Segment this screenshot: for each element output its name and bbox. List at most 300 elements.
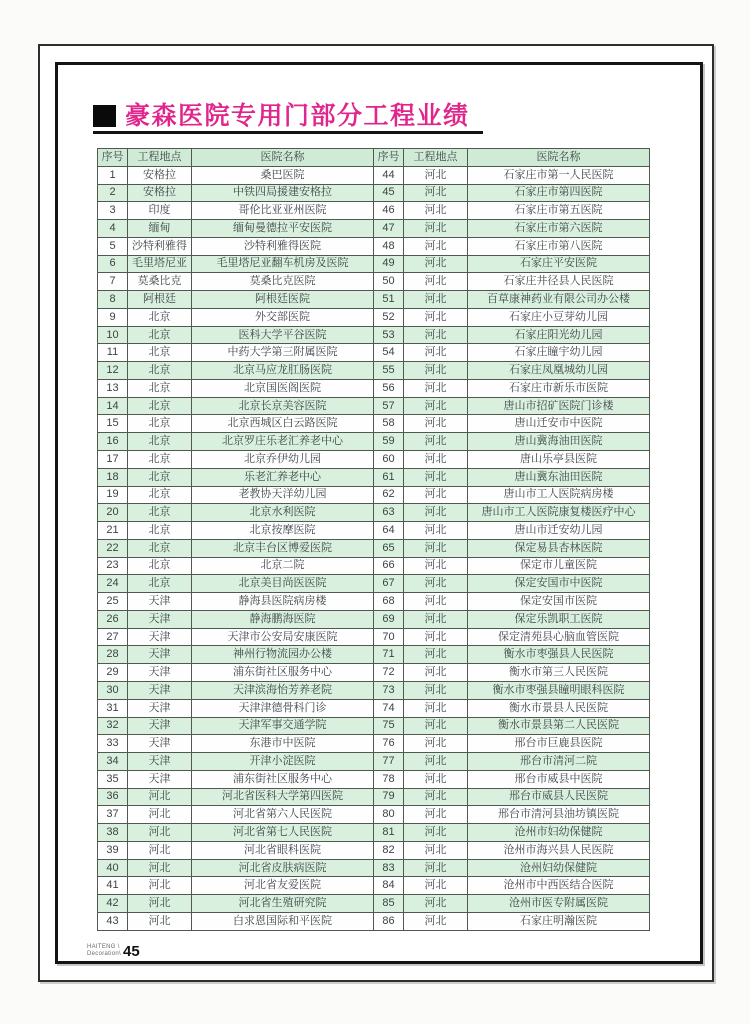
cell-hospital-right: 沧州市妇幼保健院 [468,824,650,842]
table-row [98,326,650,344]
cell-seq-left: 34 [98,753,128,771]
cell-location-right: 河北 [404,433,468,451]
projects-table [97,148,650,931]
cell-hospital-left: 河北省第六人民医院 [192,806,374,824]
cell-seq-right: 69 [374,610,404,628]
table-row [98,895,650,913]
cell-hospital-right: 邢台市清河县油坊镇医院 [468,806,650,824]
cell-seq-left: 39 [98,841,128,859]
table-row [98,362,650,380]
table-row [98,468,650,486]
cell-hospital-right: 衡水市枣强县人民医院 [468,646,650,664]
cell-location-right: 河北 [404,166,468,184]
cell-seq-right: 49 [374,255,404,273]
cell-location-left: 北京 [128,415,192,433]
table-row [98,237,650,255]
cell-seq-right: 50 [374,273,404,291]
footer [87,944,140,958]
cell-hospital-right: 沧州市海兴县人民医院 [468,841,650,859]
cell-seq-left: 26 [98,610,128,628]
table-row [98,486,650,504]
header-cell-location-left: 工程地点 [128,149,192,167]
cell-seq-left: 6 [98,255,128,273]
cell-hospital-left: 开津小淀医院 [192,753,374,771]
cell-seq-left: 10 [98,326,128,344]
cell-hospital-left: 桑巴医院 [192,166,374,184]
cell-hospital-left: 北京水利医院 [192,504,374,522]
cell-seq-left: 24 [98,575,128,593]
table-row [98,557,650,575]
cell-location-right: 河北 [404,326,468,344]
cell-location-right: 河北 [404,841,468,859]
cell-location-right: 河北 [404,610,468,628]
cell-seq-right: 57 [374,397,404,415]
cell-seq-left: 41 [98,877,128,895]
cell-location-right: 河北 [404,451,468,469]
cell-location-right: 河北 [404,468,468,486]
cell-location-left: 河北 [128,895,192,913]
cell-location-right: 河北 [404,628,468,646]
cell-location-left: 北京 [128,539,192,557]
cell-hospital-left: 白求恩国际和平医院 [192,912,374,930]
table-row [98,912,650,930]
cell-hospital-right: 唐山冀海油田医院 [468,433,650,451]
cell-seq-left: 18 [98,468,128,486]
cell-location-right: 河北 [404,717,468,735]
header-cell-hospital-right: 医院名称 [468,149,650,167]
cell-hospital-right: 沧州市中西医结合医院 [468,877,650,895]
cell-seq-right: 54 [374,344,404,362]
cell-seq-right: 76 [374,735,404,753]
cell-seq-right: 48 [374,237,404,255]
table-row [98,628,650,646]
table-row [98,539,650,557]
cell-seq-right: 45 [374,184,404,202]
table-row [98,859,650,877]
cell-hospital-right: 邢台市巨鹿县医院 [468,735,650,753]
cell-location-left: 北京 [128,522,192,540]
table-row [98,255,650,273]
title-underline [93,131,483,134]
cell-seq-left: 31 [98,699,128,717]
cell-hospital-right: 石家庄市第八医院 [468,237,650,255]
cell-seq-left: 35 [98,770,128,788]
cell-location-right: 河北 [404,184,468,202]
cell-location-left: 天津 [128,664,192,682]
cell-seq-left: 42 [98,895,128,913]
cell-hospital-right: 沧州市医专附属医院 [468,895,650,913]
cell-hospital-right: 石家庄市第五医院 [468,202,650,220]
cell-hospital-left: 神州行物流园办公楼 [192,646,374,664]
title-block [93,96,513,136]
page-title: 豪森医院专用门部分工程业绩 [125,102,470,130]
cell-hospital-left: 医科大学平谷医院 [192,326,374,344]
cell-hospital-left: 北京乔伊幼儿园 [192,451,374,469]
header-cell-hospital-left: 医院名称 [192,149,374,167]
cell-seq-right: 85 [374,895,404,913]
cell-hospital-right: 保定乐凯职工医院 [468,610,650,628]
cell-seq-left: 37 [98,806,128,824]
cell-location-right: 河北 [404,344,468,362]
cell-location-right: 河北 [404,912,468,930]
cell-seq-right: 74 [374,699,404,717]
cell-seq-right: 68 [374,593,404,611]
brand-line1: HAITENG \ [87,944,120,950]
cell-location-right: 河北 [404,699,468,717]
cell-hospital-right: 沧州妇幼保健院 [468,859,650,877]
header-cell-seq-right: 序号 [374,149,404,167]
cell-seq-left: 15 [98,415,128,433]
cell-seq-right: 71 [374,646,404,664]
cell-hospital-left: 沙特利雅得医院 [192,237,374,255]
cell-location-left: 天津 [128,717,192,735]
cell-hospital-right: 石家庄平安医院 [468,255,650,273]
cell-seq-left: 28 [98,646,128,664]
cell-location-right: 河北 [404,877,468,895]
cell-seq-right: 82 [374,841,404,859]
cell-seq-right: 72 [374,664,404,682]
cell-seq-left: 23 [98,557,128,575]
cell-hospital-right: 石家庄阳光幼儿园 [468,326,650,344]
cell-hospital-left: 毛里塔尼亚翻车机房及医院 [192,255,374,273]
cell-location-left: 安格拉 [128,184,192,202]
cell-location-left: 印度 [128,202,192,220]
cell-location-right: 河北 [404,557,468,575]
cell-seq-right: 56 [374,379,404,397]
cell-location-left: 北京 [128,451,192,469]
table-row [98,184,650,202]
table-row [98,504,650,522]
table-row [98,610,650,628]
cell-location-right: 河北 [404,788,468,806]
cell-hospital-left: 河北省眼科医院 [192,841,374,859]
cell-hospital-right: 邢台市威县中医院 [468,770,650,788]
table-row [98,841,650,859]
cell-seq-left: 17 [98,451,128,469]
cell-location-right: 河北 [404,255,468,273]
cell-hospital-left: 河北省友爱医院 [192,877,374,895]
cell-location-left: 北京 [128,575,192,593]
cell-location-left: 河北 [128,877,192,895]
cell-seq-left: 40 [98,859,128,877]
cell-location-left: 北京 [128,486,192,504]
cell-seq-right: 64 [374,522,404,540]
cell-location-left: 北京 [128,557,192,575]
table-row [98,433,650,451]
cell-hospital-right: 石家庄凤凰城幼儿园 [468,362,650,380]
table-row [98,770,650,788]
cell-location-left: 北京 [128,397,192,415]
cell-seq-left: 3 [98,202,128,220]
header-cell-location-right: 工程地点 [404,149,468,167]
cell-location-right: 河北 [404,220,468,238]
cell-location-right: 河北 [404,753,468,771]
cell-location-right: 河北 [404,308,468,326]
cell-hospital-left: 阿根廷医院 [192,291,374,309]
cell-hospital-left: 外交部医院 [192,308,374,326]
cell-location-right: 河北 [404,486,468,504]
table-row [98,735,650,753]
cell-seq-right: 61 [374,468,404,486]
cell-hospital-right: 唐山市迁安幼儿园 [468,522,650,540]
cell-hospital-left: 北京西城区白云路医院 [192,415,374,433]
cell-seq-left: 1 [98,166,128,184]
table-row [98,344,650,362]
cell-location-left: 北京 [128,504,192,522]
cell-location-left: 天津 [128,646,192,664]
projects-table-body [98,149,650,931]
cell-location-right: 河北 [404,664,468,682]
cell-seq-left: 13 [98,379,128,397]
cell-location-left: 缅甸 [128,220,192,238]
cell-seq-left: 9 [98,308,128,326]
cell-seq-left: 27 [98,628,128,646]
cell-seq-left: 8 [98,291,128,309]
cell-seq-left: 19 [98,486,128,504]
cell-seq-right: 55 [374,362,404,380]
cell-seq-left: 43 [98,912,128,930]
cell-seq-left: 33 [98,735,128,753]
cell-seq-right: 66 [374,557,404,575]
cell-location-left: 阿根廷 [128,291,192,309]
cell-location-right: 河北 [404,770,468,788]
table-row [98,202,650,220]
cell-hospital-left: 静海县医院病房楼 [192,593,374,611]
cell-hospital-left: 浦东街社区服务中心 [192,770,374,788]
cell-hospital-right: 邢台市威县人民医院 [468,788,650,806]
cell-hospital-left: 中铁四局援建安格拉 [192,184,374,202]
table-row [98,575,650,593]
cell-location-right: 河北 [404,859,468,877]
cell-location-left: 天津 [128,699,192,717]
cell-hospital-right: 石家庄市第六医院 [468,220,650,238]
cell-seq-left: 20 [98,504,128,522]
cell-hospital-left: 天津军事交通学院 [192,717,374,735]
cell-hospital-left: 乐老汇养老中心 [192,468,374,486]
cell-seq-right: 59 [374,433,404,451]
cell-location-right: 河北 [404,397,468,415]
cell-location-right: 河北 [404,362,468,380]
cell-location-left: 毛里塔尼亚 [128,255,192,273]
table-row [98,681,650,699]
table-row [98,788,650,806]
cell-seq-left: 16 [98,433,128,451]
cell-seq-right: 78 [374,770,404,788]
cell-location-right: 河北 [404,504,468,522]
cell-location-left: 北京 [128,344,192,362]
cell-seq-left: 32 [98,717,128,735]
cell-hospital-left: 哥伦比亚亚州医院 [192,202,374,220]
cell-location-left: 北京 [128,326,192,344]
cell-seq-left: 29 [98,664,128,682]
cell-seq-left: 14 [98,397,128,415]
cell-hospital-left: 东港市中医院 [192,735,374,753]
cell-hospital-right: 保定安国市医院 [468,593,650,611]
cell-seq-right: 77 [374,753,404,771]
cell-seq-right: 53 [374,326,404,344]
cell-location-left: 天津 [128,628,192,646]
cell-hospital-left: 河北省生殖研究院 [192,895,374,913]
cell-seq-right: 83 [374,859,404,877]
cell-hospital-right: 唐山乐亭县医院 [468,451,650,469]
cell-location-left: 天津 [128,681,192,699]
cell-location-right: 河北 [404,735,468,753]
cell-hospital-left: 浦东街社区服务中心 [192,664,374,682]
cell-hospital-left: 北京马应龙肛肠医院 [192,362,374,380]
cell-seq-right: 52 [374,308,404,326]
cell-hospital-right: 石家庄市新乐市医院 [468,379,650,397]
cell-hospital-right: 石家庄小豆芽幼儿园 [468,308,650,326]
cell-hospital-left: 静海鹏海医院 [192,610,374,628]
cell-hospital-left: 天津滨海怡芳养老院 [192,681,374,699]
cell-hospital-right: 石家庄瞳宇幼儿园 [468,344,650,362]
cell-location-right: 河北 [404,379,468,397]
table-row [98,166,650,184]
cell-seq-right: 75 [374,717,404,735]
cell-location-right: 河北 [404,824,468,842]
cell-hospital-left: 北京国医阁医院 [192,379,374,397]
cell-hospital-right: 石家庄明瀚医院 [468,912,650,930]
header-cell-seq-left: 序号 [98,149,128,167]
cell-hospital-right: 唐山冀东油田医院 [468,468,650,486]
cell-hospital-right: 衡水市枣强县瞳明眼科医院 [468,681,650,699]
cell-seq-right: 62 [374,486,404,504]
table-row [98,220,650,238]
cell-location-right: 河北 [404,522,468,540]
cell-hospital-right: 唐山迁安市中医院 [468,415,650,433]
cell-hospital-left: 莫桑比克医院 [192,273,374,291]
table-row [98,824,650,842]
cell-hospital-left: 北京二院 [192,557,374,575]
cell-seq-right: 81 [374,824,404,842]
cell-location-left: 天津 [128,770,192,788]
cell-location-right: 河北 [404,237,468,255]
cell-location-right: 河北 [404,539,468,557]
cell-seq-left: 11 [98,344,128,362]
cell-seq-left: 4 [98,220,128,238]
table-row [98,699,650,717]
cell-location-right: 河北 [404,681,468,699]
cell-seq-right: 79 [374,788,404,806]
cell-hospital-right: 唐山市工人医院病房楼 [468,486,650,504]
cell-seq-left: 22 [98,539,128,557]
cell-location-right: 河北 [404,202,468,220]
cell-location-right: 河北 [404,806,468,824]
cell-seq-left: 12 [98,362,128,380]
cell-location-right: 河北 [404,895,468,913]
cell-location-right: 河北 [404,415,468,433]
cell-location-right: 河北 [404,575,468,593]
cell-seq-right: 47 [374,220,404,238]
cell-seq-left: 5 [98,237,128,255]
brand-line2: Decoration\ [87,951,121,957]
table-row [98,646,650,664]
table-row [98,308,650,326]
cell-hospital-right: 保定易县杏林医院 [468,539,650,557]
cell-seq-right: 60 [374,451,404,469]
cell-hospital-left: 北京长京美容医院 [192,397,374,415]
cell-location-left: 北京 [128,468,192,486]
cell-location-left: 北京 [128,433,192,451]
brand-mark [87,944,121,958]
cell-hospital-right: 邢台市清河二院 [468,753,650,771]
cell-location-left: 天津 [128,610,192,628]
cell-location-left: 河北 [128,788,192,806]
table-header-row [98,149,650,167]
table-row [98,397,650,415]
page-number: 45 [122,943,140,960]
cell-seq-right: 70 [374,628,404,646]
table-row [98,806,650,824]
cell-seq-right: 46 [374,202,404,220]
cell-location-left: 安格拉 [128,166,192,184]
cell-seq-left: 2 [98,184,128,202]
cell-location-left: 沙特利雅得 [128,237,192,255]
cell-location-right: 河北 [404,646,468,664]
cell-hospital-right: 保定安国市中医院 [468,575,650,593]
table-row [98,379,650,397]
table-row [98,664,650,682]
cell-location-right: 河北 [404,273,468,291]
cell-hospital-left: 中药大学第三附属医院 [192,344,374,362]
cell-seq-right: 51 [374,291,404,309]
cell-seq-right: 86 [374,912,404,930]
cell-location-left: 天津 [128,753,192,771]
cell-hospital-right: 衡水市景县人民医院 [468,699,650,717]
cell-seq-right: 58 [374,415,404,433]
table-row [98,415,650,433]
cell-seq-left: 38 [98,824,128,842]
cell-seq-right: 84 [374,877,404,895]
cell-hospital-right: 保定清苑县心脑血管医院 [468,628,650,646]
cell-seq-right: 44 [374,166,404,184]
cell-hospital-left: 北京按摩医院 [192,522,374,540]
cell-hospital-left: 河北省皮肤病医院 [192,859,374,877]
cell-location-left: 河北 [128,859,192,877]
cell-hospital-left: 河北省第七人民医院 [192,824,374,842]
cell-location-right: 河北 [404,291,468,309]
cell-seq-right: 65 [374,539,404,557]
cell-location-left: 天津 [128,735,192,753]
cell-location-left: 河北 [128,824,192,842]
cell-hospital-left: 北京罗庄乐老汇养老中心 [192,433,374,451]
cell-hospital-left: 北京美目尚医医院 [192,575,374,593]
table-row [98,877,650,895]
cell-seq-left: 30 [98,681,128,699]
cell-hospital-left: 缅甸曼德拉平安医院 [192,220,374,238]
cell-seq-right: 73 [374,681,404,699]
cell-hospital-right: 唐山市招矿医院门诊楼 [468,397,650,415]
table-row [98,522,650,540]
cell-location-left: 莫桑比克 [128,273,192,291]
cell-hospital-right: 石家庄市第四医院 [468,184,650,202]
cell-location-left: 天津 [128,593,192,611]
cell-hospital-right: 石家庄市第一人民医院 [468,166,650,184]
cell-seq-left: 7 [98,273,128,291]
cell-hospital-right: 百草康神药业有限公司办公楼 [468,291,650,309]
table-row [98,273,650,291]
title-bullet-square [93,105,116,127]
cell-location-right: 河北 [404,593,468,611]
cell-seq-left: 25 [98,593,128,611]
cell-hospital-right: 石家庄井径县人民医院 [468,273,650,291]
cell-location-left: 北京 [128,308,192,326]
cell-hospital-right: 衡水市景县第二人民医院 [468,717,650,735]
table-row [98,753,650,771]
cell-location-left: 河北 [128,806,192,824]
cell-seq-right: 67 [374,575,404,593]
cell-location-left: 河北 [128,912,192,930]
